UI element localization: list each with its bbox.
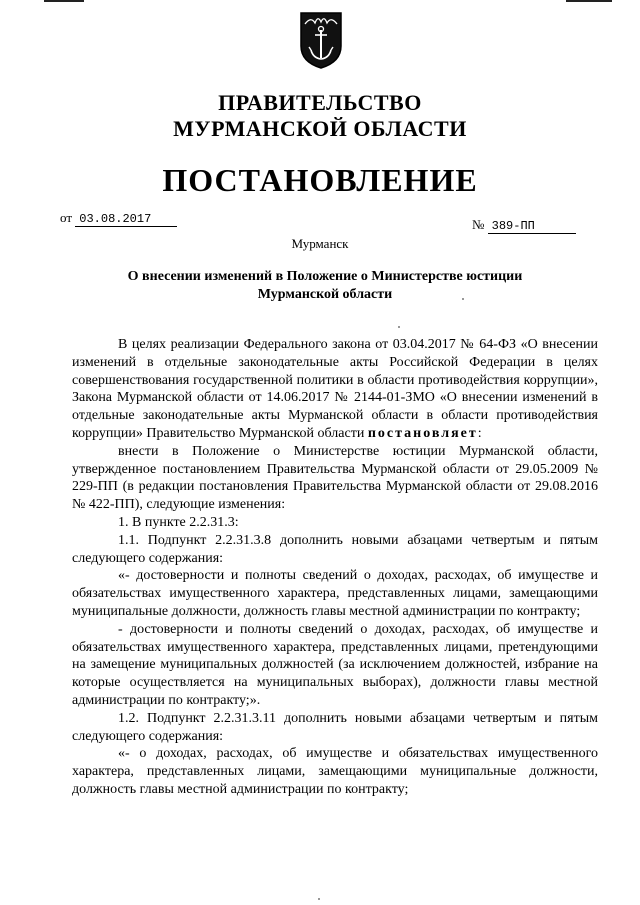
document-body	[72, 336, 598, 799]
paragraph: 1.1. Подпункт 2.2.31.3.8 дополнить новыми абзацами четвертым и пятым следующего содержания:	[72, 532, 598, 566]
paragraph: 1.2. Подпункт 2.2.31.3.11 дополнить новыми абзацами четвертым и пятым следующего содержания:	[72, 710, 598, 744]
scan-speck	[318, 898, 320, 900]
date-prefix: от	[60, 210, 73, 225]
paragraph: 1. В пункте 2.2.31.3:	[118, 514, 239, 530]
paragraph: - достоверности и полноты сведений о доходах, расходах, об имуществе и обязательствах имущественного характера, представленных лицами, претендующими на замещение муниципальных должностей (за исключением должностей, избрание на которые осуществляется на муниципальных выборах), должности главы местной администрации по контракту;».	[72, 621, 598, 708]
preamble-text: В целях реализации Федерального закона от 03.04.2017 № 64-ФЗ «О внесении изменений в отдельные законодательные акты Российской Федерации в целях совершенствования государственной политики в области противодействия коррупции», Закона Мурманской области от 14.06.2017 № 2144-01-ЗМО «О внесении изменений в отдельные законодательные акты Мурманской области в области противодействия коррупции» Правительство Мурманской области	[72, 337, 598, 441]
paragraph: «- о доходах, расходах, об имуществе и обязательствах имущественного характера, представленных лицами, замещающими муниципальные должности, должность главы местной администрации по контракту;	[72, 746, 598, 797]
city: Мурманск	[291, 236, 349, 251]
title-line1: О внесении изменений в Положение о Министерстве юстиции	[127, 269, 523, 284]
title-line2: Мурманской области	[257, 287, 393, 302]
paragraph: «- достоверности и полноты сведений о доходах, расходах, об имуществе и обязательствах имущественного характера, представленных лицами, замещающими муниципальные должности, должность главы местной администрации по контракту;	[72, 568, 598, 619]
org-name-line1: ПРАВИТЕЛЬСТВО	[218, 90, 422, 115]
document-number	[472, 217, 576, 234]
scan-speck	[398, 326, 400, 328]
number-prefix: №	[472, 217, 485, 232]
scan-edge-mark	[44, 0, 84, 2]
date-value: 03.08.2017	[75, 212, 177, 227]
paragraph: внести в Положение о Министерстве юстиции Мурманской области, утвержденное постановлением Правительства Мурманской области от 29.05.2009 № 229-ПП (в редакции постановления Правительства Мурманской области от 29.08.2016 № 422-ПП), следующие изменения:	[72, 443, 598, 513]
resolves-word: постановляет	[367, 425, 478, 441]
document-title	[60, 268, 590, 304]
scan-edge-mark	[566, 0, 612, 2]
document-date	[60, 210, 177, 227]
scan-speck	[462, 298, 464, 300]
number-value: 389-ПП	[488, 219, 576, 234]
document-type: ПОСТАНОВЛЕНИЕ	[162, 162, 478, 198]
paragraph-preamble	[72, 336, 598, 443]
preamble-colon: :	[477, 425, 482, 441]
org-name-line2: МУРМАНСКОЙ ОБЛАСТИ	[173, 116, 467, 141]
murmansk-coat-of-arms-icon	[298, 10, 344, 70]
